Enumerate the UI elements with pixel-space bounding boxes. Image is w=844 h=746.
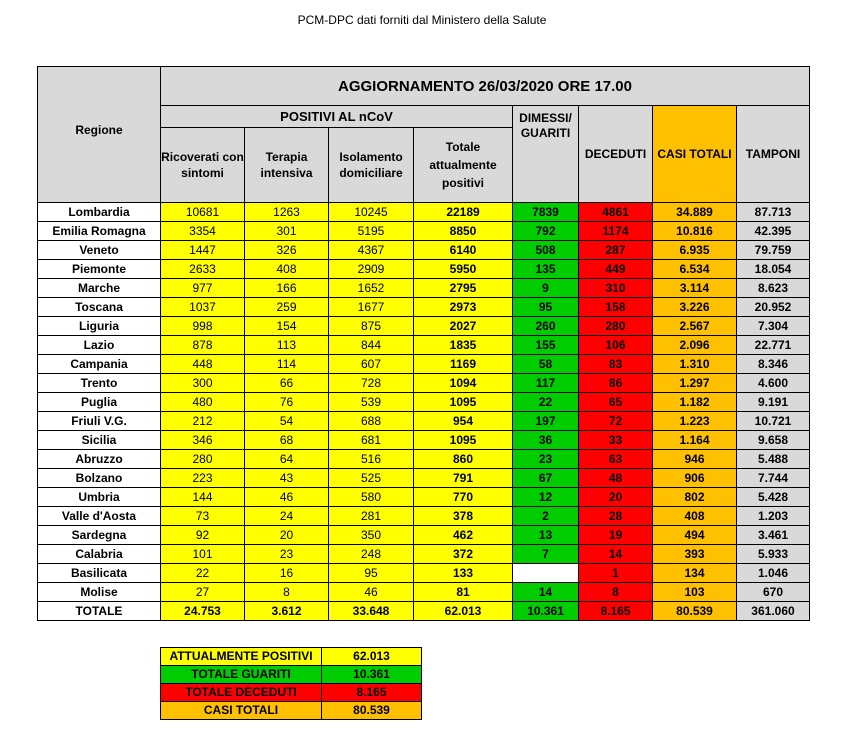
cell-totale: 860 <box>414 450 513 469</box>
cell-deceduti: 83 <box>579 355 653 374</box>
cell-ricoverati: 22 <box>161 564 245 583</box>
cell-deceduti: 4861 <box>579 203 653 222</box>
cell-terapia: 113 <box>245 336 329 355</box>
cell-ricoverati: 998 <box>161 317 245 336</box>
cell-totale: 133 <box>414 564 513 583</box>
table-row <box>38 241 810 260</box>
cell-regione: Umbria <box>38 488 161 507</box>
cell-regione: Basilicata <box>38 564 161 583</box>
cell-casi: 494 <box>653 526 737 545</box>
table-row <box>38 431 810 450</box>
total-terapia: 3.612 <box>245 602 329 621</box>
header-isolamento: Isolamento domiciliare <box>329 128 414 203</box>
cell-totale: 372 <box>414 545 513 564</box>
cell-regione: Puglia <box>38 393 161 412</box>
cell-ricoverati: 878 <box>161 336 245 355</box>
cell-terapia: 259 <box>245 298 329 317</box>
cell-dimessi: 12 <box>513 488 579 507</box>
header-casi-totali: CASI TOTALI <box>653 106 737 203</box>
cell-isolamento: 607 <box>329 355 414 374</box>
total-ricoverati: 24.753 <box>161 602 245 621</box>
cell-terapia: 8 <box>245 583 329 602</box>
cell-tamponi: 5.488 <box>737 450 810 469</box>
cell-totale: 6140 <box>414 241 513 260</box>
cell-totale: 1095 <box>414 393 513 412</box>
cell-deceduti: 310 <box>579 279 653 298</box>
cell-casi: 34.889 <box>653 203 737 222</box>
cell-ricoverati: 1037 <box>161 298 245 317</box>
header-dimessi: DIMESSI/ GUARITI <box>513 106 579 203</box>
summary-label: TOTALE DECEDUTI <box>161 684 322 702</box>
total-totale: 62.013 <box>414 602 513 621</box>
cell-deceduti: 280 <box>579 317 653 336</box>
cell-deceduti: 19 <box>579 526 653 545</box>
table-row <box>38 260 810 279</box>
cell-tamponi: 87.713 <box>737 203 810 222</box>
cell-terapia: 76 <box>245 393 329 412</box>
cell-terapia: 66 <box>245 374 329 393</box>
cell-dimessi: 67 <box>513 469 579 488</box>
cell-isolamento: 95 <box>329 564 414 583</box>
page-title: PCM-DPC dati forniti dal Ministero della Salute <box>297 13 547 27</box>
table-row <box>38 469 810 488</box>
cell-tamponi: 7.304 <box>737 317 810 336</box>
summary-label: ATTUALMENTE POSITIVI <box>161 648 322 666</box>
cell-regione: Trento <box>38 374 161 393</box>
total-dimessi: 10.361 <box>513 602 579 621</box>
cell-dimessi: 22 <box>513 393 579 412</box>
cell-regione: Piemonte <box>38 260 161 279</box>
cell-tamponi: 42.395 <box>737 222 810 241</box>
table-row <box>38 526 810 545</box>
cell-dimessi: 792 <box>513 222 579 241</box>
header-positivi: POSITIVI AL nCoV <box>161 106 513 128</box>
cell-ricoverati: 280 <box>161 450 245 469</box>
table-row <box>38 203 810 222</box>
cell-regione: Liguria <box>38 317 161 336</box>
cell-regione: Toscana <box>38 298 161 317</box>
cell-casi: 103 <box>653 583 737 602</box>
cell-casi: 906 <box>653 469 737 488</box>
total-casi: 80.539 <box>653 602 737 621</box>
cell-totale: 1169 <box>414 355 513 374</box>
cell-dimessi: 36 <box>513 431 579 450</box>
cell-deceduti: 106 <box>579 336 653 355</box>
total-isolamento: 33.648 <box>329 602 414 621</box>
cell-totale: 2973 <box>414 298 513 317</box>
summary-label: CASI TOTALI <box>161 702 322 720</box>
table-row <box>38 279 810 298</box>
cell-dimessi <box>513 564 579 583</box>
cell-isolamento: 5195 <box>329 222 414 241</box>
summary-row <box>161 702 422 720</box>
cell-regione: Veneto <box>38 241 161 260</box>
cell-deceduti: 14 <box>579 545 653 564</box>
cell-regione: Marche <box>38 279 161 298</box>
cell-dimessi: 7839 <box>513 203 579 222</box>
total-row <box>38 602 810 621</box>
cell-totale: 1095 <box>414 431 513 450</box>
cell-terapia: 64 <box>245 450 329 469</box>
cell-tamponi: 10.721 <box>737 412 810 431</box>
cell-totale: 2027 <box>414 317 513 336</box>
cell-regione: Campania <box>38 355 161 374</box>
cell-casi: 1.310 <box>653 355 737 374</box>
header-aggiornamento: AGGIORNAMENTO 26/03/2020 ORE 17.00 <box>161 67 810 106</box>
cell-deceduti: 287 <box>579 241 653 260</box>
cell-dimessi: 13 <box>513 526 579 545</box>
header-ricoverati: Ricoverati con sintomi <box>161 128 245 203</box>
cell-ricoverati: 144 <box>161 488 245 507</box>
cell-tamponi: 7.744 <box>737 469 810 488</box>
cell-terapia: 1263 <box>245 203 329 222</box>
cell-casi: 393 <box>653 545 737 564</box>
cell-regione: Lombardia <box>38 203 161 222</box>
header-terapia: Terapia intensiva <box>245 128 329 203</box>
summary-value: 10.361 <box>322 666 422 684</box>
cell-dimessi: 117 <box>513 374 579 393</box>
cell-isolamento: 525 <box>329 469 414 488</box>
total-deceduti: 8.165 <box>579 602 653 621</box>
cell-regione: Sicilia <box>38 431 161 450</box>
cell-isolamento: 46 <box>329 583 414 602</box>
header-tamponi: TAMPONI <box>737 106 810 203</box>
cell-isolamento: 844 <box>329 336 414 355</box>
cell-ricoverati: 101 <box>161 545 245 564</box>
covid-regions-table <box>37 66 810 621</box>
cell-terapia: 326 <box>245 241 329 260</box>
cell-terapia: 114 <box>245 355 329 374</box>
cell-tamponi: 8.623 <box>737 279 810 298</box>
cell-isolamento: 516 <box>329 450 414 469</box>
cell-totale: 1094 <box>414 374 513 393</box>
cell-deceduti: 449 <box>579 260 653 279</box>
cell-deceduti: 65 <box>579 393 653 412</box>
cell-terapia: 408 <box>245 260 329 279</box>
cell-terapia: 43 <box>245 469 329 488</box>
summary-value: 62.013 <box>322 648 422 666</box>
cell-casi: 134 <box>653 564 737 583</box>
cell-ricoverati: 27 <box>161 583 245 602</box>
table-row <box>38 222 810 241</box>
cell-totale: 462 <box>414 526 513 545</box>
cell-casi: 1.297 <box>653 374 737 393</box>
cell-isolamento: 4367 <box>329 241 414 260</box>
table-row <box>38 564 810 583</box>
cell-tamponi: 20.952 <box>737 298 810 317</box>
cell-terapia: 68 <box>245 431 329 450</box>
cell-tamponi: 1.203 <box>737 507 810 526</box>
summary-row <box>161 684 422 702</box>
cell-casi: 6.935 <box>653 241 737 260</box>
cell-deceduti: 48 <box>579 469 653 488</box>
cell-dimessi: 2 <box>513 507 579 526</box>
cell-casi: 10.816 <box>653 222 737 241</box>
cell-dimessi: 260 <box>513 317 579 336</box>
cell-terapia: 23 <box>245 545 329 564</box>
cell-tamponi: 1.046 <box>737 564 810 583</box>
cell-isolamento: 281 <box>329 507 414 526</box>
cell-dimessi: 135 <box>513 260 579 279</box>
cell-isolamento: 248 <box>329 545 414 564</box>
cell-deceduti: 63 <box>579 450 653 469</box>
cell-ricoverati: 2633 <box>161 260 245 279</box>
table-row <box>38 355 810 374</box>
cell-tamponi: 18.054 <box>737 260 810 279</box>
table-row <box>38 488 810 507</box>
cell-tamponi: 8.346 <box>737 355 810 374</box>
cell-isolamento: 1677 <box>329 298 414 317</box>
cell-totale: 2795 <box>414 279 513 298</box>
cell-deceduti: 86 <box>579 374 653 393</box>
cell-terapia: 16 <box>245 564 329 583</box>
cell-terapia: 20 <box>245 526 329 545</box>
cell-terapia: 301 <box>245 222 329 241</box>
table-row <box>38 374 810 393</box>
cell-regione: Emilia Romagna <box>38 222 161 241</box>
cell-casi: 946 <box>653 450 737 469</box>
cell-tamponi: 9.191 <box>737 393 810 412</box>
cell-deceduti: 158 <box>579 298 653 317</box>
cell-regione: Valle d'Aosta <box>38 507 161 526</box>
cell-deceduti: 72 <box>579 412 653 431</box>
total-regione: TOTALE <box>38 602 161 621</box>
cell-tamponi: 5.933 <box>737 545 810 564</box>
cell-dimessi: 58 <box>513 355 579 374</box>
cell-totale: 1835 <box>414 336 513 355</box>
cell-isolamento: 539 <box>329 393 414 412</box>
cell-tamponi: 79.759 <box>737 241 810 260</box>
cell-isolamento: 728 <box>329 374 414 393</box>
cell-totale: 954 <box>414 412 513 431</box>
cell-ricoverati: 212 <box>161 412 245 431</box>
cell-dimessi: 155 <box>513 336 579 355</box>
cell-dimessi: 197 <box>513 412 579 431</box>
cell-ricoverati: 1447 <box>161 241 245 260</box>
cell-tamponi: 4.600 <box>737 374 810 393</box>
cell-isolamento: 875 <box>329 317 414 336</box>
summary-value: 8.165 <box>322 684 422 702</box>
cell-ricoverati: 73 <box>161 507 245 526</box>
summary-value: 80.539 <box>322 702 422 720</box>
cell-isolamento: 2909 <box>329 260 414 279</box>
table-row <box>38 317 810 336</box>
table-row <box>38 545 810 564</box>
header-totale-positivi: Totale attualmente positivi <box>414 128 513 203</box>
cell-ricoverati: 223 <box>161 469 245 488</box>
cell-regione: Sardegna <box>38 526 161 545</box>
cell-tamponi: 670 <box>737 583 810 602</box>
cell-terapia: 46 <box>245 488 329 507</box>
summary-label: TOTALE GUARITI <box>161 666 322 684</box>
cell-regione: Abruzzo <box>38 450 161 469</box>
cell-totale: 770 <box>414 488 513 507</box>
cell-isolamento: 1652 <box>329 279 414 298</box>
cell-tamponi: 3.461 <box>737 526 810 545</box>
cell-casi: 1.164 <box>653 431 737 450</box>
cell-ricoverati: 480 <box>161 393 245 412</box>
cell-dimessi: 508 <box>513 241 579 260</box>
cell-totale: 378 <box>414 507 513 526</box>
cell-casi: 2.567 <box>653 317 737 336</box>
cell-regione: Friuli V.G. <box>38 412 161 431</box>
table-row <box>38 393 810 412</box>
table-row <box>38 298 810 317</box>
cell-totale: 5950 <box>414 260 513 279</box>
table-row <box>38 583 810 602</box>
cell-totale: 81 <box>414 583 513 602</box>
cell-ricoverati: 977 <box>161 279 245 298</box>
cell-casi: 1.223 <box>653 412 737 431</box>
cell-dimessi: 9 <box>513 279 579 298</box>
cell-isolamento: 580 <box>329 488 414 507</box>
cell-casi: 3.114 <box>653 279 737 298</box>
cell-regione: Bolzano <box>38 469 161 488</box>
table-row <box>38 336 810 355</box>
cell-casi: 2.096 <box>653 336 737 355</box>
cell-isolamento: 10245 <box>329 203 414 222</box>
cell-ricoverati: 10681 <box>161 203 245 222</box>
cell-casi: 6.534 <box>653 260 737 279</box>
cell-terapia: 24 <box>245 507 329 526</box>
cell-tamponi: 5.428 <box>737 488 810 507</box>
table-row <box>38 450 810 469</box>
cell-dimessi: 95 <box>513 298 579 317</box>
cell-ricoverati: 3354 <box>161 222 245 241</box>
cell-ricoverati: 92 <box>161 526 245 545</box>
summary-row <box>161 648 422 666</box>
cell-deceduti: 33 <box>579 431 653 450</box>
cell-dimessi: 23 <box>513 450 579 469</box>
cell-isolamento: 681 <box>329 431 414 450</box>
cell-ricoverati: 300 <box>161 374 245 393</box>
total-tamponi: 361.060 <box>737 602 810 621</box>
cell-regione: Calabria <box>38 545 161 564</box>
cell-dimessi: 7 <box>513 545 579 564</box>
cell-regione: Molise <box>38 583 161 602</box>
cell-casi: 1.182 <box>653 393 737 412</box>
header-regione: Regione <box>38 67 161 203</box>
cell-totale: 791 <box>414 469 513 488</box>
cell-deceduti: 1174 <box>579 222 653 241</box>
cell-totale: 8850 <box>414 222 513 241</box>
cell-isolamento: 350 <box>329 526 414 545</box>
cell-terapia: 166 <box>245 279 329 298</box>
cell-tamponi: 9.658 <box>737 431 810 450</box>
cell-terapia: 54 <box>245 412 329 431</box>
cell-casi: 802 <box>653 488 737 507</box>
cell-terapia: 154 <box>245 317 329 336</box>
cell-isolamento: 688 <box>329 412 414 431</box>
cell-dimessi: 14 <box>513 583 579 602</box>
cell-deceduti: 28 <box>579 507 653 526</box>
cell-deceduti: 8 <box>579 583 653 602</box>
table-row <box>38 412 810 431</box>
summary-row <box>161 666 422 684</box>
cell-regione: Lazio <box>38 336 161 355</box>
table-row <box>38 507 810 526</box>
cell-totale: 22189 <box>414 203 513 222</box>
cell-ricoverati: 346 <box>161 431 245 450</box>
summary-table <box>160 647 422 720</box>
cell-ricoverati: 448 <box>161 355 245 374</box>
header-deceduti: DECEDUTI <box>579 106 653 203</box>
cell-deceduti: 1 <box>579 564 653 583</box>
cell-casi: 3.226 <box>653 298 737 317</box>
cell-deceduti: 20 <box>579 488 653 507</box>
cell-casi: 408 <box>653 507 737 526</box>
cell-tamponi: 22.771 <box>737 336 810 355</box>
